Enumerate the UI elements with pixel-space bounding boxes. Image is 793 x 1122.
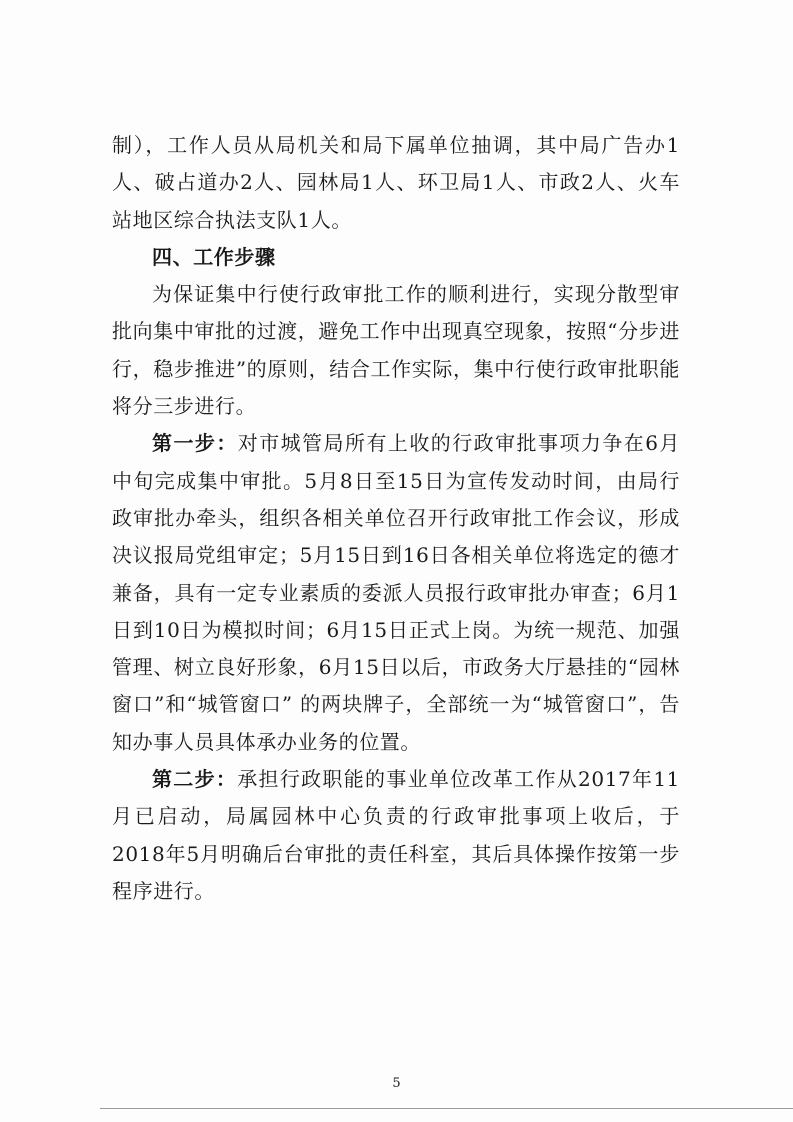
step2-label: 第二步： (152, 767, 238, 792)
step2-text: 承担行政职能的事业单位改革工作从2017年11月已启动，局属园林中心负责的行政审批事项上收后，于2018年5月明确后台审批的责任科室，其后具体操作按第一步程序进行。 (112, 767, 680, 903)
continuation-paragraph: 制），工作人员从局机关和局下属单位抽调，其中局广告办1人、破占道办2人、园林局1人、环卫局1人、市政2人、火车站地区综合执法支队1人。 (112, 133, 680, 232)
body-text (112, 127, 680, 910)
step1-text: 对市城管局所有上收的行政审批事项力争在6月中旬完成集中审批。5月8日至15日为宣传发动时间，由局行政审批办牵头，组织各相关单位召开行政审批工作会议，形成决议报局党组审定；5月15日到16日各相关单位将选定的德才兼备，具有一定专业素质的委派人员报行政审批办审查；6月1日到10日为模拟时间；6月15日正式上岗。为统一规范、加强管理、树立良好形象，6月15日以后，市政务大厅悬挂的“园林窗口”和“城管窗口” 的两块牌子，全部统一为“城管窗口”，告知办事人员具体承办业务的位置。 (112, 431, 680, 754)
section-heading: 四、工作步骤 (152, 244, 276, 269)
step2-paragraph (112, 761, 680, 910)
page-number: 5 (392, 1076, 401, 1091)
intro-paragraph: 为保证集中行使行政审批工作的顺利进行，实现分散型审批向集中审批的过渡，避免工作中出现真空现象，按照“分步进行，稳步推进”的原则，结合工作实际，集中行使行政审批职能将分三步进行。 (112, 282, 680, 419)
step1-paragraph (112, 425, 680, 761)
scan-edge-line (100, 1108, 793, 1109)
step1-label: 第一步： (152, 431, 238, 456)
